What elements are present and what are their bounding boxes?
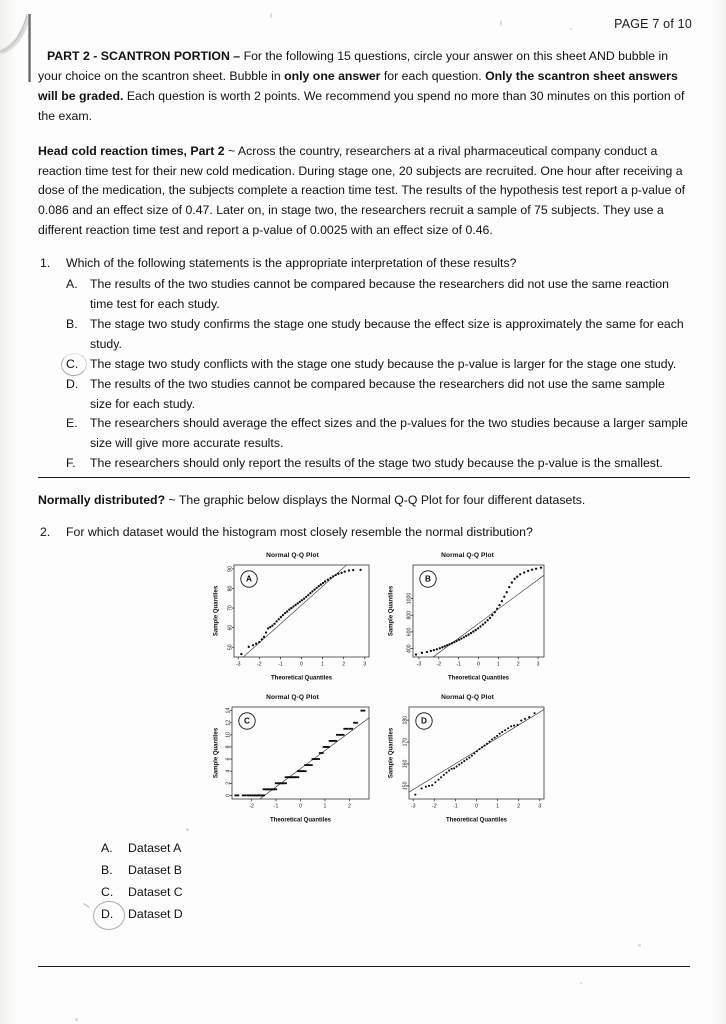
svg-text:Theoretical Quantiles: Theoretical Quantiles (269, 817, 332, 824)
question-1-block (38, 254, 690, 474)
svg-text:1: 1 (496, 803, 500, 810)
svg-text:C: C (244, 716, 250, 726)
option-letter-text: C. (101, 884, 114, 899)
svg-text:-3: -3 (410, 803, 416, 810)
svg-text:2: 2 (225, 781, 232, 785)
svg-text:0: 0 (225, 793, 232, 797)
question-2-options (101, 838, 361, 926)
option-text: The researchers should average the effect sizes and the p-values for the two studies because a larger sample size will give more accurate results. (90, 416, 688, 451)
part2-text-3: Each question is worth 2 points. We recommend you spend no more than 30 minutes on this portion of the exam. (38, 88, 685, 123)
svg-text:Theoretical Quantiles: Theoretical Quantiles (445, 817, 508, 824)
svg-text:2: 2 (342, 661, 346, 668)
question-1-option-d[interactable] (38, 375, 690, 415)
svg-text:400: 400 (406, 644, 413, 653)
option-letter-text: E. (66, 416, 78, 431)
question-2-option-b[interactable] (101, 860, 361, 882)
svg-text:160: 160 (402, 759, 409, 769)
option-letter (66, 375, 90, 415)
option-text: The results of the two studies cannot be compared because the researchers did not use the same reaction time test for each study. (90, 277, 669, 311)
scan-speck (75, 1018, 78, 1021)
svg-text:1: 1 (321, 661, 325, 668)
scenario-tilde: ~ (224, 143, 238, 158)
svg-text:150: 150 (402, 781, 409, 791)
scan-speck (500, 20, 502, 26)
option-letter (66, 414, 90, 454)
svg-text:10: 10 (225, 731, 232, 738)
part2-text-1: For the following 15 questions, circle your answer on this sheet AND bubble in your choice on the scantron sheet. Bubble in (38, 49, 669, 83)
part2-bold-1: only one answer (284, 68, 381, 83)
option-letter (66, 315, 90, 355)
plot-d-title: Normal Q-Q Plot (441, 694, 494, 701)
svg-text:180: 180 (402, 715, 409, 725)
plot-a-title: Normal Q-Q Plot (266, 552, 319, 559)
option-text: Dataset A (128, 841, 182, 855)
question-1-option-a[interactable] (38, 275, 690, 315)
scan-edge-right (712, 0, 726, 1024)
svg-text:0: 0 (299, 803, 302, 810)
scan-edge-left (0, 0, 16, 1024)
svg-text:12: 12 (225, 719, 232, 726)
svg-text:B: B (425, 574, 431, 584)
qq-plot-panel-b (385, 552, 550, 688)
svg-text:-1: -1 (273, 803, 279, 810)
svg-text:Sample Quantiles: Sample Quantiles (213, 727, 220, 779)
option-letter-text: D. (66, 376, 79, 391)
svg-text:3: 3 (536, 661, 540, 668)
part2-title: PART 2 - SCANTRON PORTION (47, 49, 230, 63)
option-text: Dataset B (128, 862, 182, 877)
section-divider-bottom (38, 966, 690, 967)
plot-d-canvas (385, 703, 550, 825)
svg-text:-2: -2 (436, 661, 442, 668)
part2-text-2: for each question. (380, 68, 486, 83)
svg-text:3: 3 (538, 803, 542, 810)
svg-text:-3: -3 (416, 661, 422, 668)
option-letter (66, 275, 90, 315)
scenario-body: Across the country, researchers at a rival pharmaceutical company conduct a reaction time test for their new cold medication. During stage one, 20 subjects are recruited. One hour after receiving a dose of the medication, the subjects complete a reaction time test. The results of the hypothesis test report a p-value of 0.086 and an effect size of 0.47. Later on, in stage two, the researchers recruit a sample of 75 subjects. They use a different reaction time test and report a p-value of 0.0025 with an effect size of 0.46. (38, 143, 686, 238)
option-text: Dataset D (128, 906, 183, 921)
scan-speck (638, 944, 641, 947)
option-text: The results of the two studies cannot be compared because the researchers did not use the same sample size for each study. (90, 376, 665, 411)
plot-b-canvas (385, 561, 550, 683)
plot-b-title: Normal Q-Q Plot (441, 552, 494, 559)
svg-text:1000: 1000 (406, 592, 413, 605)
scenario-paragraph (38, 142, 690, 242)
part2-bold-2: Only the scantron sheet answers will be graded. (38, 68, 678, 103)
scan-speck (186, 828, 189, 831)
svg-text:D: D (421, 716, 427, 726)
svg-text:-1: -1 (453, 803, 458, 810)
question-2-option-d[interactable] (101, 904, 361, 926)
scenario-title: Head cold reaction times, Part 2 (38, 143, 225, 158)
svg-text:2: 2 (517, 803, 521, 810)
plot-c-title: Normal Q-Q Plot (266, 694, 319, 701)
qq-plot-panel-d (385, 694, 550, 830)
option-letter-text: A. (101, 841, 113, 855)
page-number-label: PAGE 7 of 10 (614, 17, 692, 31)
question-2-option-a[interactable] (101, 838, 361, 860)
question-1-option-b[interactable] (38, 315, 690, 355)
part2-dash: – (229, 49, 244, 63)
part2-intro-paragraph (38, 47, 690, 127)
svg-text:A: A (246, 574, 252, 584)
scan-speck (580, 982, 582, 984)
pencil-stray-mark-icon (83, 903, 89, 908)
plot-c-canvas (210, 703, 375, 825)
option-letter (101, 860, 128, 882)
section-2-body: The graphic below displays the Normal Q-Q Plot for four different datasets. (178, 493, 586, 507)
svg-text:14: 14 (225, 707, 232, 714)
question-1-number: 1. (40, 256, 51, 271)
svg-text:-2: -2 (257, 661, 262, 668)
svg-text:0: 0 (475, 803, 478, 810)
svg-text:-1: -1 (278, 661, 283, 668)
svg-text:60: 60 (227, 624, 234, 631)
svg-text:Theoretical Quantiles: Theoretical Quantiles (270, 675, 333, 682)
svg-text:4: 4 (225, 769, 232, 773)
svg-text:Theoretical Quantiles: Theoretical Quantiles (447, 675, 510, 682)
svg-text:1: 1 (323, 803, 327, 810)
option-letter (66, 454, 90, 474)
svg-text:70: 70 (227, 605, 234, 611)
option-text: The stage two study confirms the stage one study because the effect size is approximately the same for each study. (90, 316, 684, 351)
qq-plot-panel-a (210, 552, 375, 688)
svg-text:6: 6 (225, 757, 232, 761)
svg-text:0: 0 (300, 661, 303, 668)
option-letter (101, 838, 128, 860)
option-letter-text: B. (101, 862, 113, 877)
question-1-option-c[interactable] (38, 355, 690, 375)
question-2-option-c[interactable] (101, 882, 361, 904)
question-1-option-e[interactable] (38, 414, 690, 454)
plot-a-canvas (210, 561, 375, 683)
pencil-circle-mark-icon (92, 899, 126, 931)
option-letter-text: F. (66, 456, 76, 471)
section-2-tilde: ~ (165, 493, 179, 507)
svg-text:0: 0 (477, 661, 480, 668)
svg-text:90: 90 (227, 566, 234, 572)
question-2-prompt: For which dataset would the histogram most closely resemble the normal distribution? (66, 524, 533, 539)
option-letter-text: A. (66, 277, 78, 292)
svg-text:Sample Quantiles: Sample Quantiles (388, 585, 395, 637)
option-letter-text: B. (66, 316, 78, 331)
svg-text:600: 600 (406, 627, 413, 637)
section-2-paragraph (38, 491, 690, 511)
svg-text:Sample Quantiles: Sample Quantiles (213, 585, 220, 637)
scan-speck (570, 28, 572, 30)
svg-text:-2: -2 (432, 803, 437, 810)
document-body (38, 47, 690, 474)
qq-plot-figure (210, 552, 550, 830)
option-letter (66, 355, 90, 375)
question-1-option-f[interactable] (38, 454, 690, 474)
svg-text:1: 1 (496, 661, 500, 668)
question-2-prompt-row (38, 523, 690, 543)
svg-text:-2: -2 (249, 803, 254, 810)
question-1-prompt: Which of the following statements is the appropriate interpretation of these results? (66, 256, 517, 271)
scan-speck (270, 13, 272, 18)
svg-text:-1: -1 (456, 661, 461, 668)
question-1-prompt-row (38, 254, 690, 274)
pencil-circle-mark-icon (60, 351, 89, 377)
svg-text:50: 50 (227, 644, 234, 651)
option-text: Dataset C (128, 884, 183, 899)
question-1-options (38, 275, 690, 474)
svg-text:-3: -3 (235, 661, 241, 668)
svg-text:2: 2 (516, 661, 520, 668)
section-divider-top (38, 477, 690, 478)
svg-text:800: 800 (406, 610, 413, 620)
svg-text:170: 170 (402, 737, 409, 747)
option-text: The stage two study conflicts with the stage one study because the p-value is larger for the stage one study. (90, 356, 677, 371)
option-letter (101, 904, 128, 926)
svg-text:Sample Quantiles: Sample Quantiles (388, 727, 395, 779)
section-2-block (38, 491, 690, 544)
option-letter-text: D. (101, 906, 114, 921)
section-2-title: Normally distributed? (38, 493, 166, 507)
question-2-number: 2. (40, 524, 51, 539)
qq-plot-panel-c (210, 694, 375, 830)
svg-text:8: 8 (225, 745, 232, 749)
option-letter-text: C. (66, 356, 79, 371)
svg-text:3: 3 (363, 661, 367, 668)
svg-text:2: 2 (347, 803, 351, 810)
option-text: The researchers should only report the results of the stage two study because the p-value is the smallest. (90, 456, 663, 471)
svg-text:80: 80 (227, 585, 234, 592)
